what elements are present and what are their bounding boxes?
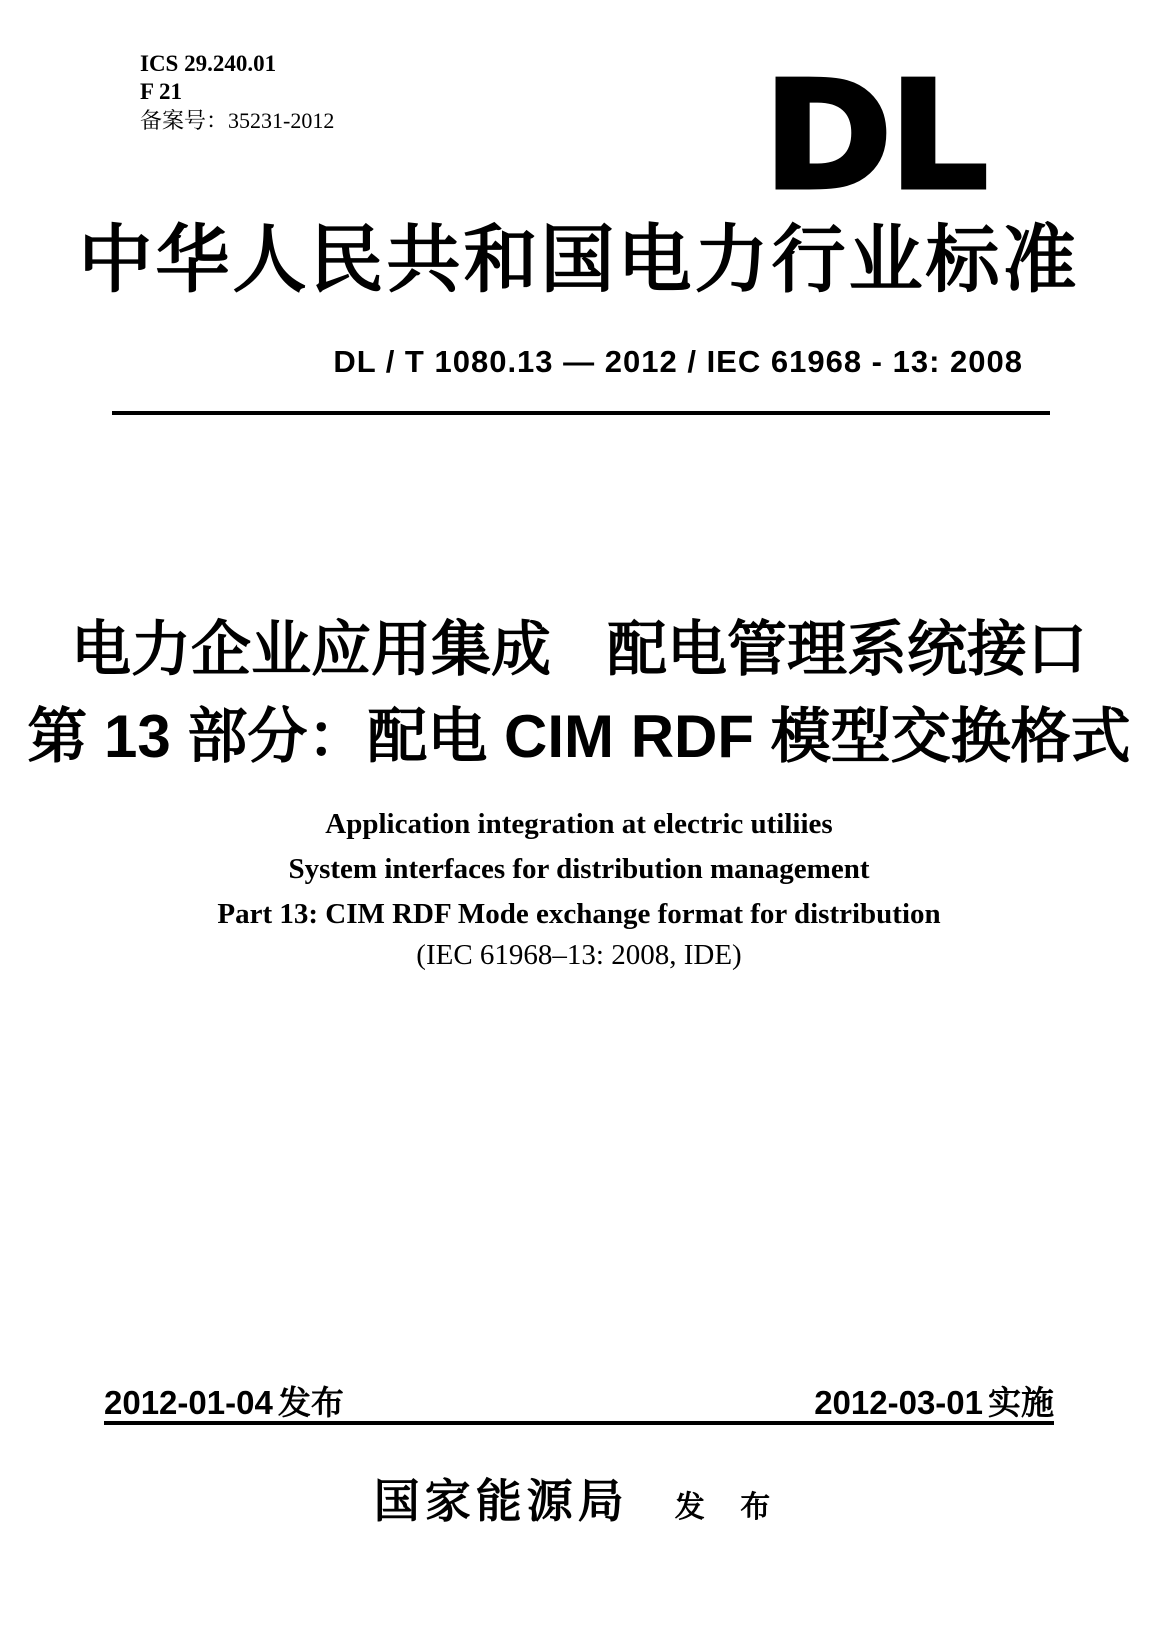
publisher-row — [0, 1476, 1158, 1528]
english-subtitle — [0, 802, 1158, 937]
date-row — [104, 1384, 1054, 1422]
national-standard-title: 中华人民共和国电力行业标准 — [78, 220, 1080, 302]
issue-date-group — [104, 1384, 344, 1422]
header-divider-rule — [112, 411, 1050, 415]
classification-code: F 21 — [140, 79, 182, 104]
document-title — [0, 610, 1158, 777]
footer-divider-rule — [104, 1421, 1054, 1425]
implement-date: 2012-03-01 — [814, 1384, 983, 1421]
document-title-line1 — [0, 610, 1158, 690]
english-subtitle-line3: Part 13: CIM RDF Mode exchange format for distribution — [217, 898, 941, 930]
english-subtitle-line2: System interfaces for distribution management — [288, 853, 870, 885]
dl-logo: DL — [764, 50, 986, 222]
standard-number: DL / T 1080.13 — 2012 / IEC 61968 - 13: 2008 — [333, 344, 1023, 379]
publisher-name: 国家能源局 — [373, 1476, 629, 1527]
record-number: 备案号：35231-2012 — [140, 108, 335, 133]
document-title-line2: 第 13 部分：配电 CIM RDF 模型交换格式 — [27, 703, 1131, 770]
implement-date-group — [814, 1384, 1054, 1422]
title-part-interface: 配电管理系统接口 — [607, 616, 1087, 683]
iec-reference-note: (IEC 61968–13: 2008, IDE) — [416, 939, 742, 971]
issue-date-label: 发布 — [277, 1384, 344, 1421]
implement-date-label: 实施 — [988, 1384, 1054, 1421]
english-subtitle-line1: Application integration at electric utiliies — [325, 808, 833, 840]
publish-label: 发 布 — [674, 1491, 785, 1524]
meta-block — [140, 50, 334, 135]
ics-code: ICS 29.240.01 — [140, 51, 277, 76]
title-part-integration: 电力企业应用集成 — [71, 616, 551, 683]
issue-date: 2012-01-04 — [104, 1384, 273, 1421]
